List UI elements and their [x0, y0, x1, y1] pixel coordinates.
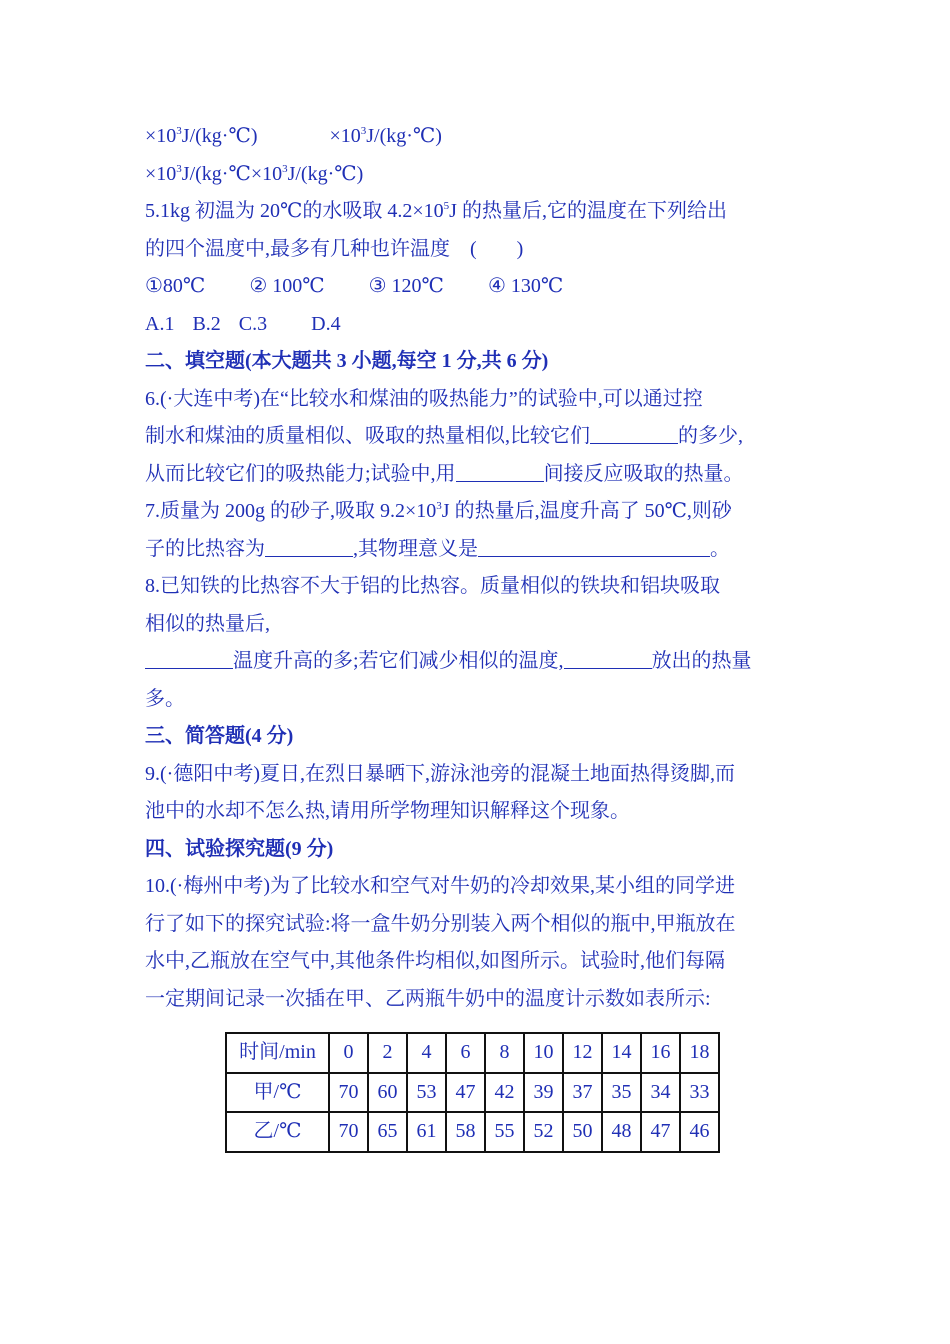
table-cell: 61 — [407, 1112, 446, 1152]
table-cell: 12 — [563, 1033, 602, 1073]
superscript: 3 — [282, 162, 288, 175]
question-9-line-1: 9.(·德阳中考)夏日,在烈日暴晒下,游泳池旁的混凝土地面热得烫脚,而 — [145, 762, 735, 785]
question-8-line-4: 多。 — [145, 687, 185, 710]
text: ×10 — [145, 162, 177, 185]
table-cell: 42 — [485, 1073, 524, 1113]
temperature-table — [225, 1032, 720, 1153]
question-5-options — [145, 268, 810, 306]
text: J/(kg·℃) — [366, 125, 442, 147]
text: J 的热量后,温度升高了 50℃,则砂 — [441, 500, 732, 522]
answer-a: A.1 — [145, 312, 175, 335]
superscript: 3 — [176, 125, 182, 137]
table-cell: 2 — [368, 1033, 407, 1073]
question-7-line-1 — [145, 493, 810, 531]
question-10-line-3: 水中,乙瓶放在空气中,其他条件均相似,如图所示。试验时,他们每隔 — [145, 950, 725, 972]
question-6-line-1: 6.(·大连中考)在“比较水和煤油的吸热能力”的试验中,可以通过控 — [145, 387, 703, 410]
table-cell: 46 — [680, 1112, 719, 1152]
text: J/(kg·℃×10 — [181, 162, 283, 185]
option-1: ①80℃ — [145, 275, 206, 297]
question-10-line-1: 10.(·梅州中考)为了比较水和空气对牛奶的冷却效果,某小组的同学进 — [145, 875, 735, 897]
superscript: 3 — [436, 500, 442, 512]
table-cell: 58 — [446, 1112, 485, 1152]
question-10-line-2: 行了如下的探究试验:将一盒牛奶分别装入两个相似的瓶中,甲瓶放在 — [145, 912, 736, 935]
table-header-row — [226, 1033, 719, 1073]
question-5-line-2: 的四个温度中,最多有几种也许温度 ( ) — [145, 237, 524, 260]
section-heading-4: 四、试验探究题(9 分) — [145, 837, 334, 860]
text: 制水和煤油的质量相似、吸取的热量相似,比较它们 — [145, 425, 590, 447]
table-cell: 35 — [602, 1073, 641, 1113]
table-cell: 50 — [563, 1112, 602, 1152]
table-cell: 34 — [641, 1073, 680, 1113]
table-cell: 乙/℃ — [226, 1112, 329, 1152]
table-cell: 48 — [602, 1112, 641, 1152]
unit-options-line-2 — [145, 156, 810, 194]
text: J/(kg·℃) — [287, 162, 364, 185]
question-6-line-3 — [145, 456, 810, 494]
table-cell: 33 — [680, 1073, 719, 1113]
text: 7.质量为 200g 的砂子,吸取 9.2×10 — [145, 500, 437, 522]
table-cell: 10 — [524, 1033, 563, 1073]
superscript: 5 — [443, 200, 450, 212]
answer-blank[interactable] — [564, 646, 652, 669]
text: 的多少, — [678, 425, 743, 447]
text: J/(kg·℃) — [181, 125, 258, 147]
table-cell: 39 — [524, 1073, 563, 1113]
question-9-line-2: 池中的水却不怎么热,请用所学物理知识解释这个现象。 — [145, 800, 630, 822]
table-cell: 6 — [446, 1033, 485, 1073]
text: 子的比热容为 — [145, 537, 265, 560]
text: J 的热量后,它的温度在下列给出 — [449, 200, 727, 222]
option-2: ② 100℃ — [249, 275, 325, 297]
text: 从而比较它们的吸热能力;试验中,用 — [145, 462, 456, 485]
table-cell: 60 — [368, 1073, 407, 1113]
answer-d: D.4 — [311, 312, 341, 335]
table-cell: 时间/min — [226, 1033, 329, 1073]
answer-blank[interactable] — [590, 421, 678, 444]
answer-blank[interactable] — [265, 534, 353, 557]
table-cell: 70 — [329, 1073, 368, 1113]
section-heading-3: 三、简答题(4 分) — [145, 725, 294, 747]
table-cell: 14 — [602, 1033, 641, 1073]
question-8-line-3 — [145, 643, 810, 681]
question-5-line-1 — [145, 193, 810, 231]
document-page — [145, 118, 810, 1153]
table-row — [226, 1112, 719, 1152]
text: 5.1kg 初温为 20℃的水吸取 4.2×10 — [145, 200, 444, 222]
text: ,其物理意义是 — [353, 537, 478, 560]
text: ×10 — [145, 125, 177, 147]
table-cell: 47 — [446, 1073, 485, 1113]
answer-c: C.3 — [238, 312, 268, 335]
unit-options-line-1 — [145, 118, 810, 156]
question-7-line-2 — [145, 531, 810, 569]
text: 间接反应吸取的热量。 — [543, 462, 744, 485]
table-cell: 16 — [641, 1033, 680, 1073]
answer-b: B.2 — [192, 312, 221, 335]
superscript: 3 — [360, 125, 367, 137]
table-cell: 53 — [407, 1073, 446, 1113]
answer-blank[interactable] — [478, 534, 710, 557]
answer-blank[interactable] — [145, 646, 233, 669]
table-cell: 18 — [680, 1033, 719, 1073]
question-8-line-2: 相似的热量后, — [145, 612, 270, 635]
table-cell: 37 — [563, 1073, 602, 1113]
option-3: ③ 120℃ — [368, 275, 444, 297]
table-row — [226, 1073, 719, 1113]
table-cell: 70 — [329, 1112, 368, 1152]
text: 。 — [710, 537, 730, 560]
table-cell: 55 — [485, 1112, 524, 1152]
table-cell: 0 — [329, 1033, 368, 1073]
answer-blank[interactable] — [456, 459, 544, 482]
question-8-line-1: 8.已知铁的比热容不大于铝的比热容。质量相似的铁块和铝块吸取 — [145, 575, 720, 597]
table-cell: 65 — [368, 1112, 407, 1152]
text: 温度升高的多;若它们减少相似的温度, — [233, 650, 564, 672]
question-5-answers — [145, 306, 810, 344]
option-4: ④ 130℃ — [487, 275, 564, 297]
text: ×10 — [329, 125, 361, 147]
question-10-line-4: 一定期间记录一次插在甲、乙两瓶牛奶中的温度计示数如表所示: — [145, 987, 711, 1010]
table-cell: 甲/℃ — [226, 1073, 329, 1113]
text: 放出的热量 — [651, 650, 752, 672]
section-heading-2: 二、填空题(本大题共 3 小题,每空 1 分,共 6 分) — [145, 350, 549, 372]
question-6-line-2 — [145, 418, 810, 456]
superscript: 3 — [176, 162, 182, 175]
table-cell: 52 — [524, 1112, 563, 1152]
table-cell: 47 — [641, 1112, 680, 1152]
table-cell: 8 — [485, 1033, 524, 1073]
table-cell: 4 — [407, 1033, 446, 1073]
